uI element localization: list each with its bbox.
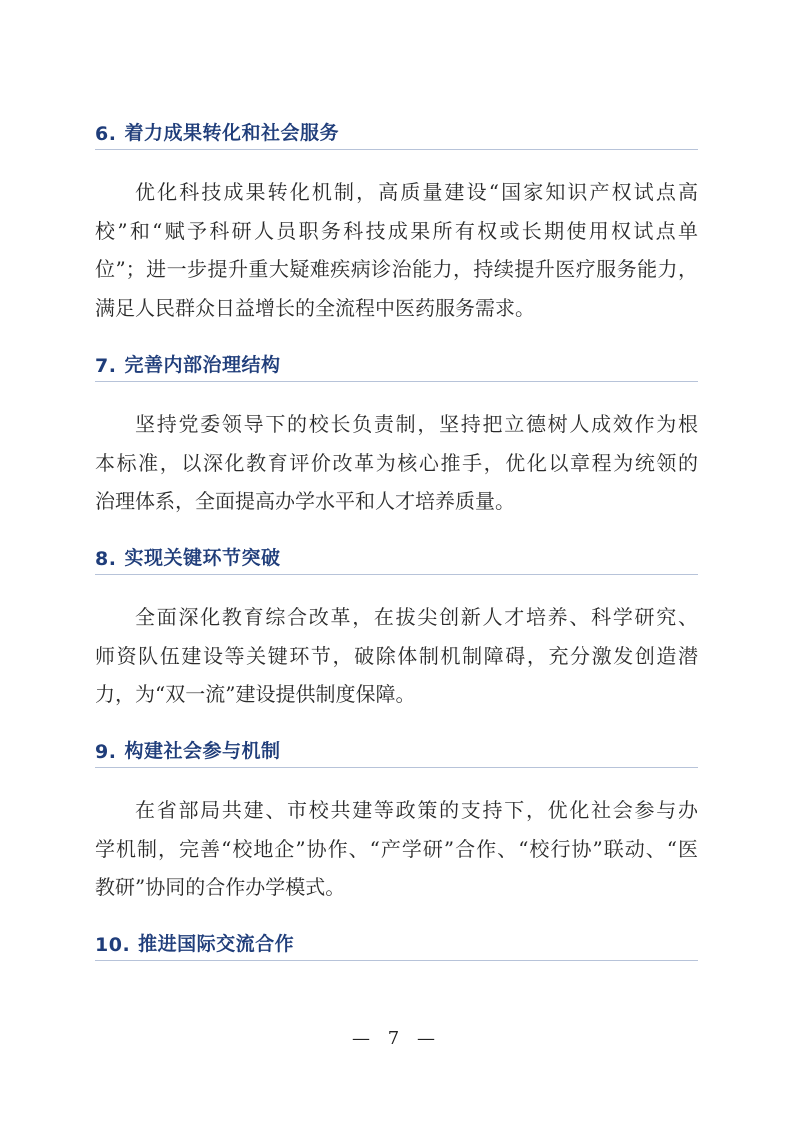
section-9 [95, 736, 698, 907]
section-number: 10. [95, 934, 131, 956]
paragraph-line: 全面深化教育综合改革，在拔尖创新人才培养、科学研究、 [135, 605, 698, 629]
section-7 [95, 350, 698, 521]
section-heading [95, 736, 698, 768]
paragraph-line: 在省部局共建、市校共建等政策的支持下，优化社会参与办 [135, 798, 698, 822]
section-number: 7. [95, 355, 117, 377]
paragraph-line: 位”；进一步提升重大疑难疾病诊治能力，持续提升医疗服务能力， [95, 257, 698, 281]
section-paragraph [95, 173, 698, 327]
paragraph-line: 治理体系，全面提高办学水平和人才培养质量。 [95, 489, 515, 513]
paragraph-line: 学机制，完善“校地企”协作、“产学研”合作、“校行协”联动、“医 [95, 836, 698, 861]
section-8 [95, 543, 698, 714]
section-number: 6. [95, 123, 117, 145]
section-number: 8. [95, 548, 117, 570]
section-10 [95, 929, 698, 961]
section-paragraph [95, 791, 698, 907]
section-heading [95, 543, 698, 575]
section-title: 推进国际交流合作 [138, 933, 295, 955]
paragraph-line: 师资队伍建设等关键环节，破除体制机制障碍，充分激发创造潜 [95, 643, 698, 668]
section-heading [95, 929, 698, 961]
paragraph-line: 本标准，以深化教育评价改革为核心推手，优化以章程为统领的 [95, 450, 698, 475]
paragraph-line: 满足人民群众日益增长的全流程中医药服务需求。 [95, 295, 535, 320]
section-title: 实现关键环节突破 [124, 547, 281, 569]
paragraph-line: 优化科技成果转化机制，高质量建设“国家知识产权试点高 [135, 180, 698, 204]
section-heading [95, 118, 698, 150]
paragraph-line: 教研”协同的合作办学模式。 [95, 875, 346, 899]
paragraph-line: 校”和“赋予科研人员职务科技成果所有权或长期使用权试点单 [95, 218, 698, 243]
paragraph-line: 坚持党委领导下的校长负责制，坚持把立德树人成效作为根 [135, 412, 698, 436]
section-title: 完善内部治理结构 [124, 354, 281, 376]
section-title: 着力成果转化和社会服务 [124, 122, 339, 144]
section-title: 构建社会参与机制 [124, 740, 281, 762]
section-paragraph [95, 598, 698, 714]
section-number: 9. [95, 741, 117, 763]
section-paragraph [95, 405, 698, 521]
paragraph-line: 力，为“双一流”建设提供制度保障。 [95, 682, 416, 706]
page-number: — 7 — [352, 1028, 441, 1049]
section-heading [95, 350, 698, 382]
section-6 [95, 118, 698, 327]
